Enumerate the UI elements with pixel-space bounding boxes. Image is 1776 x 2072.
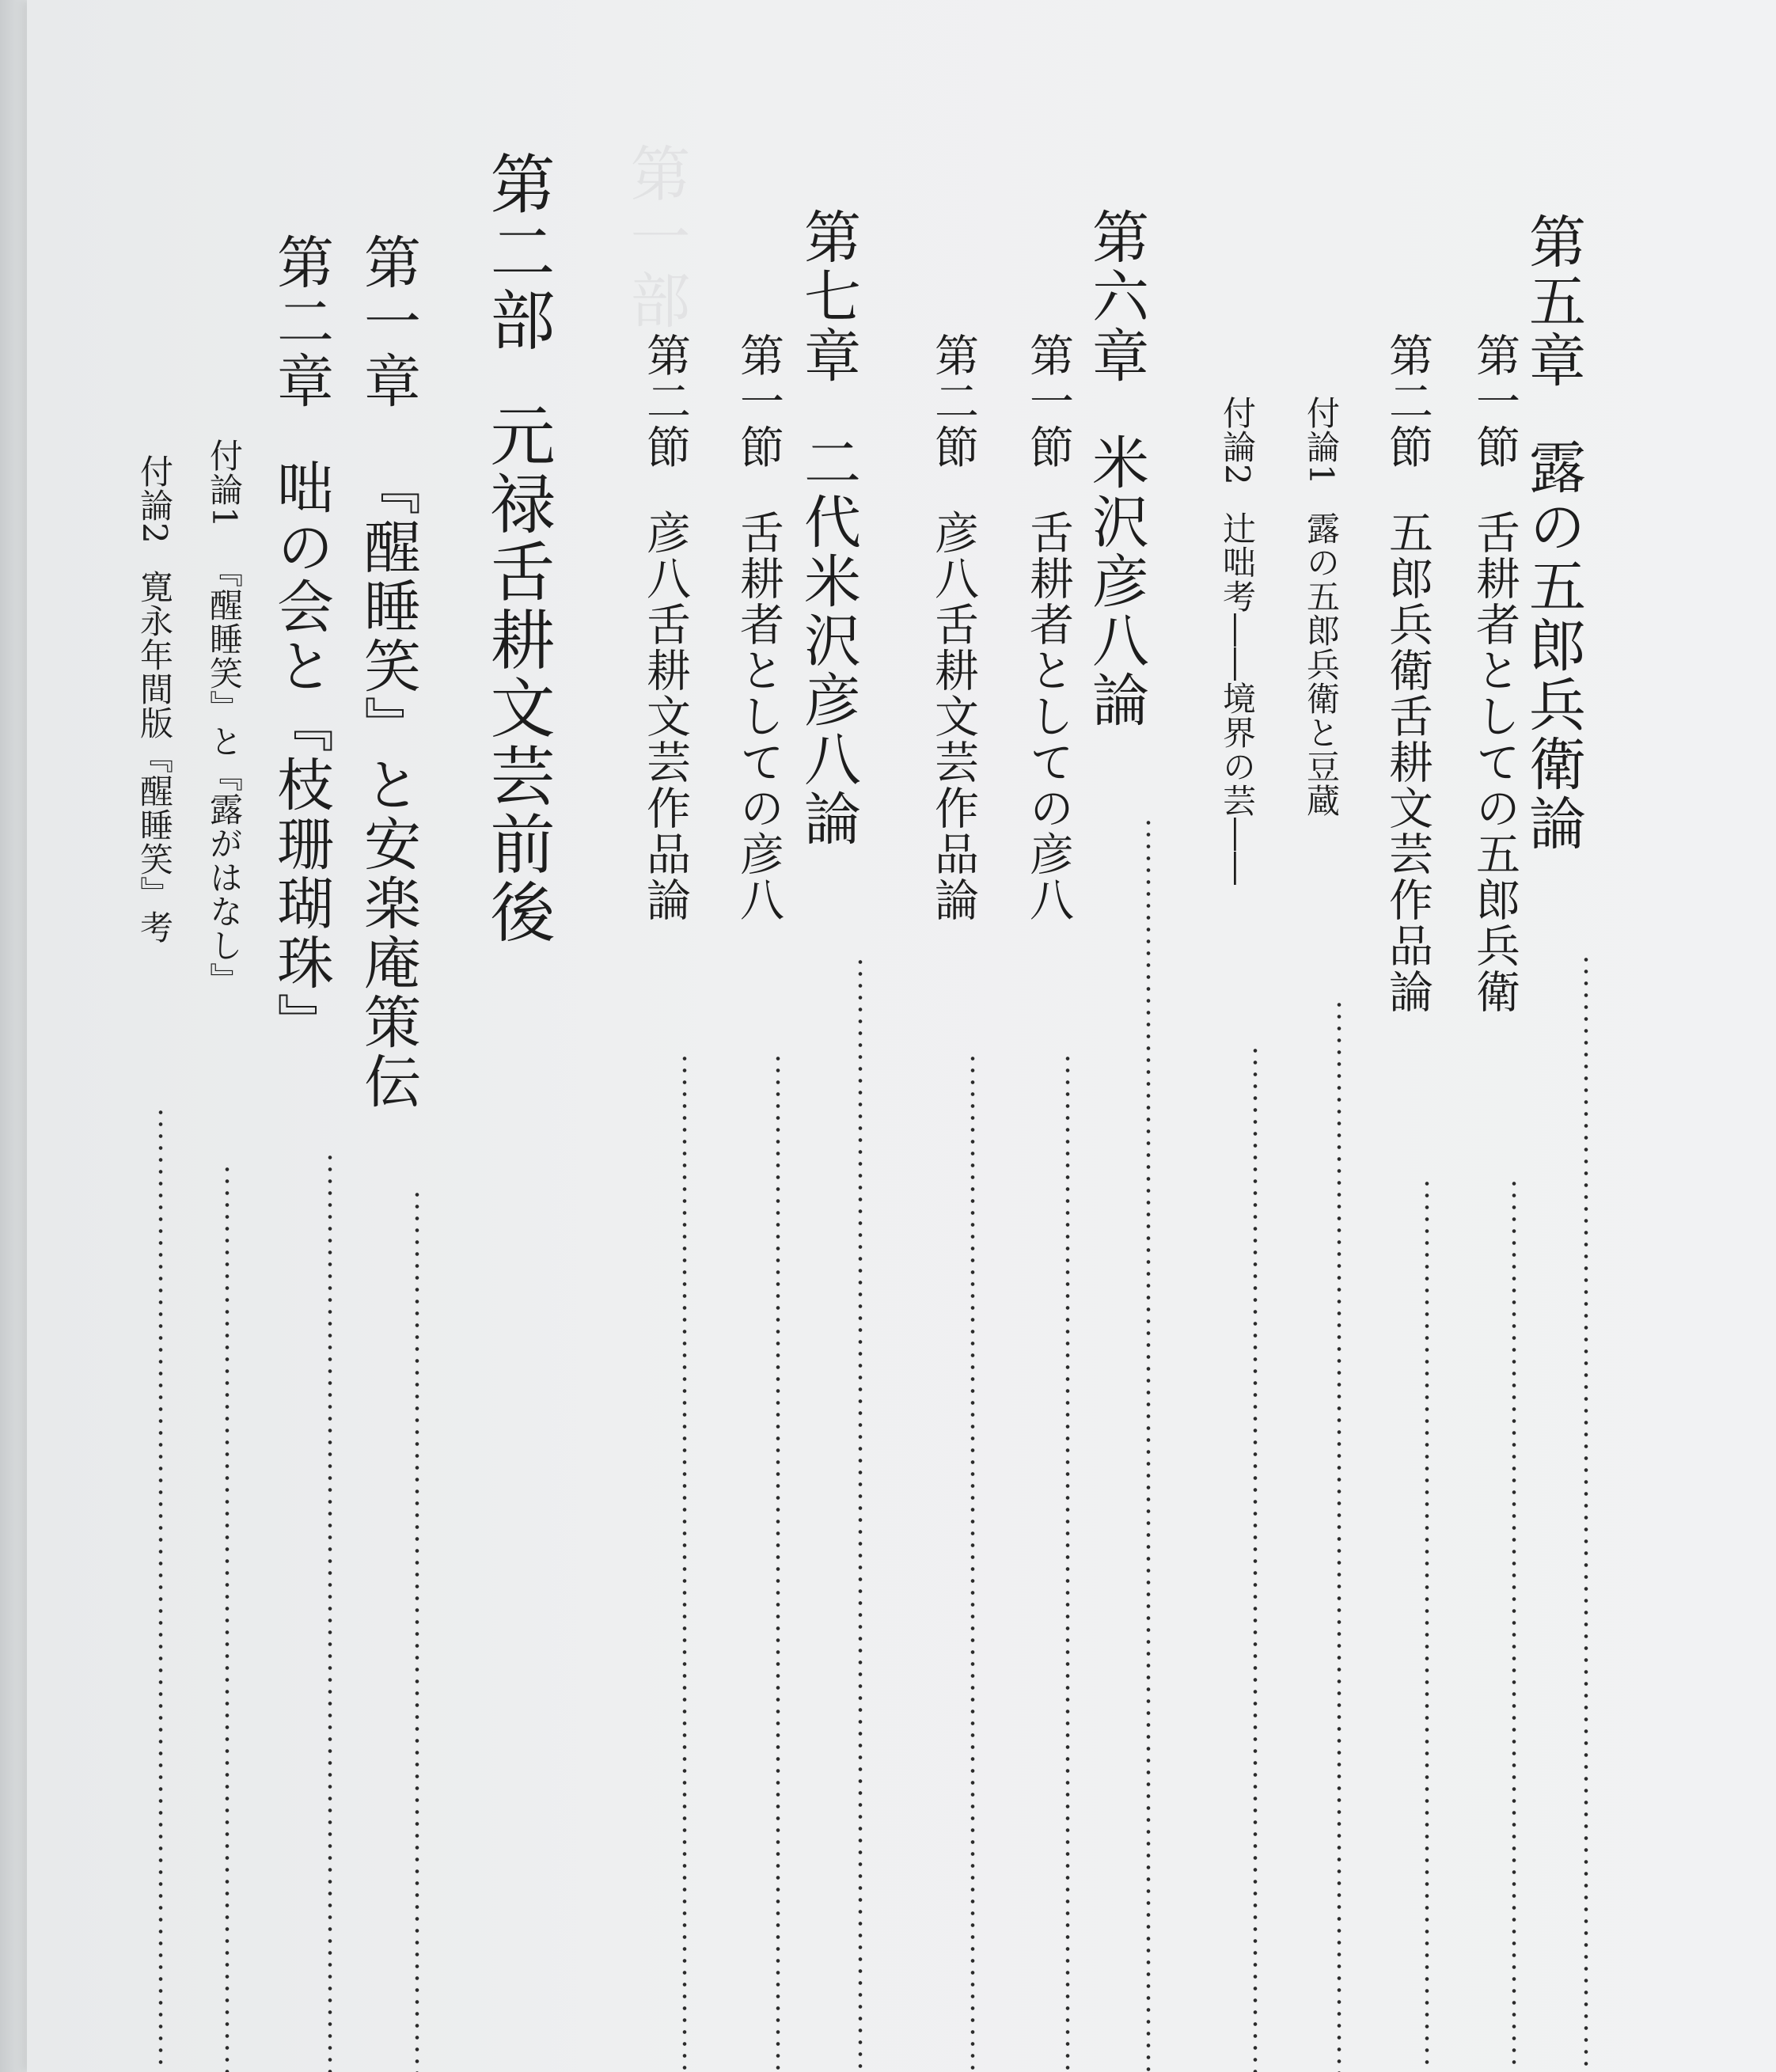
toc-section-5-2[interactable] [1382, 332, 1433, 1015]
dot-leader [1425, 1178, 1429, 2072]
show-through-text: 第一部 [620, 142, 691, 332]
chapter-title: 『醒睡笑』と安楽庵策伝 [355, 458, 421, 1111]
toc-section-5-1[interactable] [1469, 332, 1520, 1015]
supplement-title: 『醒睡笑』と『露がはなし』 [205, 553, 244, 996]
toc-part-2[interactable] [480, 150, 555, 947]
chapter-title: 二代米沢彦八論 [795, 433, 861, 848]
dot-leader [682, 1053, 687, 2072]
toc-supplement-5-1[interactable] [1302, 396, 1341, 818]
section-title: 舌耕者としての彦八 [733, 510, 784, 923]
section-label: 第二節 [928, 332, 979, 470]
supplement-title: 辻咄考――境界の芸―― [1218, 510, 1257, 886]
chapter-title: 露の五郎兵衛論 [1520, 438, 1586, 853]
dot-leader [970, 1053, 975, 2072]
part-label: 第二部 [480, 150, 555, 355]
supplement-label: 付論2 [135, 454, 174, 545]
section-label: 第一節 [733, 332, 784, 470]
toc-part2-chapter-1[interactable] [355, 233, 421, 1111]
part-title: 元禄舌耕文芸前後 [480, 402, 555, 947]
table-of-contents-page [27, 0, 1776, 2072]
toc-part2-supplement-2[interactable] [135, 454, 174, 944]
dot-leader [1337, 999, 1341, 2072]
toc-chapter-5[interactable] [1520, 212, 1586, 853]
dot-leader [158, 1106, 163, 2072]
dot-leader [225, 1163, 230, 2072]
section-title: 舌耕者としての五郎兵衛 [1469, 510, 1520, 1015]
chapter-label: 第五章 [1520, 212, 1586, 390]
toc-part2-chapter-2[interactable] [268, 233, 334, 1052]
section-label: 第二節 [1382, 332, 1433, 470]
chapter-title: 咄の会と『枝珊瑚珠』 [268, 458, 334, 1052]
section-title: 彦八舌耕文芸作品論 [639, 510, 691, 923]
supplement-label: 付論1 [205, 438, 244, 529]
supplement-label: 付論1 [1302, 396, 1341, 486]
chapter-label: 第六章 [1083, 207, 1149, 385]
dot-leader [415, 1189, 419, 2072]
chapter-label: 第一章 [355, 233, 421, 411]
supplement-title: 寛永年間版『醒睡笑』考 [135, 569, 174, 944]
dot-leader [1146, 817, 1151, 2072]
toc-chapter-6[interactable] [1083, 207, 1149, 730]
section-title: 五郎兵衛舌耕文芸作品論 [1382, 510, 1433, 1015]
toc-section-7-1[interactable] [733, 332, 784, 923]
section-label: 第二節 [639, 332, 691, 470]
toc-section-6-1[interactable] [1023, 332, 1074, 923]
chapter-label: 第二章 [268, 233, 334, 411]
toc-section-7-2[interactable] [639, 332, 691, 923]
dot-leader [776, 1053, 780, 2072]
section-label: 第一節 [1023, 332, 1074, 470]
section-title: 舌耕者としての彦八 [1023, 510, 1074, 923]
dot-leader [328, 1152, 332, 2072]
toc-section-6-2[interactable] [928, 332, 979, 923]
supplement-label: 付論2 [1218, 396, 1257, 486]
chapter-label: 第七章 [795, 207, 861, 385]
supplement-title: 露の五郎兵衛と豆蔵 [1302, 510, 1341, 818]
dot-leader [1584, 954, 1588, 2072]
dot-leader [1512, 1178, 1516, 2072]
section-title: 彦八舌耕文芸作品論 [928, 510, 979, 923]
page-gutter [0, 0, 27, 2072]
dot-leader [1253, 1045, 1258, 2072]
toc-part2-supplement-1[interactable] [205, 438, 244, 996]
toc-supplement-5-2[interactable] [1218, 396, 1257, 886]
toc-chapter-7[interactable] [795, 207, 861, 848]
dot-leader [1065, 1053, 1070, 2072]
chapter-title: 米沢彦八論 [1083, 433, 1149, 730]
dot-leader [858, 956, 863, 2072]
section-label: 第一節 [1469, 332, 1520, 470]
